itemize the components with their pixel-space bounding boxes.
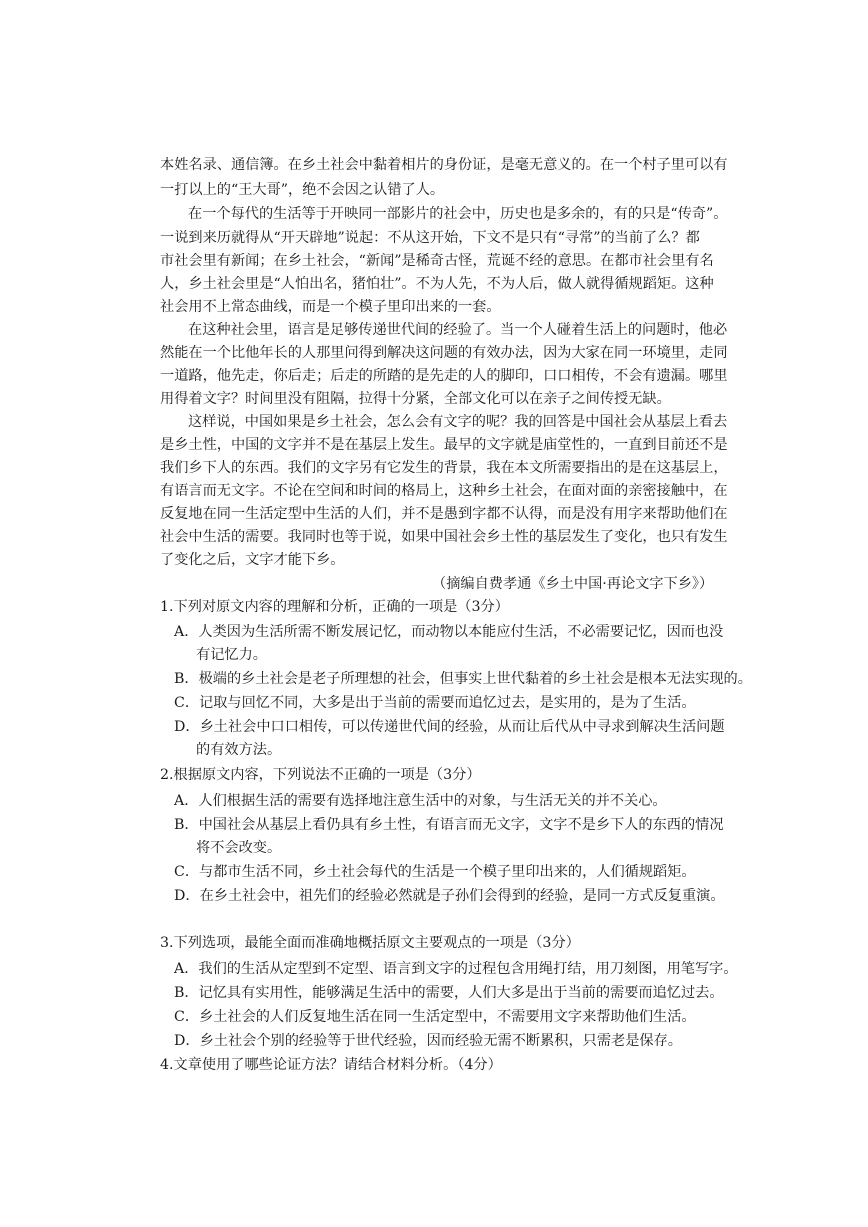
option-a: A．我们的生活从定型到不定型、语言到文字的过程包含用绳打结，用刀刻图，用笔写字。 <box>174 961 738 977</box>
passage-line: 是乡土性，中国的文字并不是在基层上发生。最早的文字就是庙堂性的，一直到目前还不是 <box>160 437 728 453</box>
option-d-cont: 的有效方法。 <box>196 742 282 758</box>
option-a: A．人类因为生活所需不断发展记忆，而动物以本能应付生活，不必需要记忆，因而也没 <box>174 624 724 640</box>
passage-line: 这样说，中国如果是乡土社会，怎么会有文字的呢？我的回答是中国社会从基层上看去 <box>188 414 728 430</box>
option-b: B．中国社会从基层上看仍具有乡土性，有语言而无文字，文字不是乡下人的东西的情况 <box>174 817 724 833</box>
passage-line: 一打以上的“王大哥”，绝不会因之认错了人。 <box>160 182 445 198</box>
option-a: A．人们根据生活的需要有选择地注意生活中的对象，与生活无关的并不关心。 <box>174 793 667 809</box>
passage-line: 在一个每代的生活等于开映同一部影片的社会中，历史也是多余的，有的只是“传奇”。 <box>188 206 728 222</box>
passage-line: 用得着文字？时间里没有阻隔，拉得十分紧，全部文化可以在亲子之间传授无缺。 <box>160 391 671 407</box>
passage-line: 我们乡下人的东西。我们的文字另有它发生的背景，我在本文所需要指出的是在这基层上， <box>160 460 728 476</box>
passage-line: 有语言而无文字。不论在空间和时间的格局上，这种乡土社会，在面对面的亲密接触中，在 <box>160 483 728 499</box>
question-stem: 1.下列对原文内容的理解和分析，正确的一项是（3分） <box>160 599 509 615</box>
option-d: D．乡土社会中口口相传，可以传递世代间的经验，从而让后代从中寻求到解决生活问题 <box>174 719 725 735</box>
passage-line: 社会用不上常态曲线，而是一个模子里印出来的一套。 <box>160 299 501 315</box>
question-stem: 3.下列选项，最能全面而准确地概括原文主要观点的一项是（3分） <box>160 935 580 951</box>
passage-source: （摘编自费孝通《乡土中国·再论文字下乡》） <box>432 576 714 592</box>
option-a-cont: 有记忆力。 <box>196 647 267 663</box>
option-b-cont: 将不会改变。 <box>196 840 282 856</box>
option-c: C．乡土社会的人们反复地生活在同一生活定型中，不需要用文字来帮助他们生活。 <box>174 1009 696 1025</box>
passage-line: 一说到来历就得从“开天辟地”说起：不从这开始，下文不是只有“寻常”的当前了么？都 <box>160 230 700 246</box>
passage-line: 然能在一个比他年长的人那里问得到解决这问题的有效办法，因为大家在同一环境里，走同 <box>160 345 728 361</box>
passage-line: 社会中生活的需要。我同时也等于说，如果中国社会乡土性的基层发生了变化，也只有发生 <box>160 529 728 545</box>
question-stem: 2.根据原文内容，下列说法不正确的一项是（3分） <box>160 767 481 783</box>
passage-line: 了变化之后，文字才能下乡。 <box>160 552 345 568</box>
passage-line: 在这种社会里，语言是足够传递世代间的经验了。当一个人碰着生活上的问题时，他必 <box>188 322 728 338</box>
option-c: C．与都市生活不同，乡土社会每代的生活是一个模子里印出来的，人们循规蹈矩。 <box>174 864 696 880</box>
option-d: D．乡土社会个别的经验等于世代经验，因而经验无需不断累积，只需老是保存。 <box>174 1033 682 1049</box>
option-b: B．记忆具有实用性，能够满足生活中的需要，人们大多是出于当前的需要而追忆过去。 <box>174 985 724 1001</box>
option-c: C．记取与回忆不同，大多是出于当前的需要而追忆过去，是实用的，是为了生活。 <box>174 695 696 711</box>
passage-line: 一道路，他先走，你后走；后走的所踏的是先走的人的脚印，口口相传，不会有遗漏。哪里 <box>160 368 728 384</box>
passage-line: 本姓名录、通信簿。在乡土社会中黏着相片的身份证，是毫无意义的。在一个村子里可以有 <box>160 157 728 173</box>
passage-line: 人，乡土社会里是“人怕出名，猪怕壮”。不为人先，不为人后，做人就得循规蹈矩。这种 <box>160 276 714 292</box>
passage-line: 反复地在同一生活定型中生活的人们，并不是愚到字都不认得，而是没有用字来帮助他们在 <box>160 506 728 522</box>
question-stem: 4.文章使用了哪些论证方法？请结合材料分析。（4分） <box>160 1057 502 1073</box>
option-b: B．极端的乡土社会是老子所理想的社会，但事实上世代黏着的乡土社会是根本无法实现的。 <box>174 671 752 687</box>
passage-line: 市社会里有新闻；在乡土社会，“新闻”是稀奇古怪，荒诞不经的意思。在都市社会里有名 <box>160 253 714 269</box>
option-d: D．在乡土社会中，祖先们的经验必然就是子孙们会得到的经验，是同一方式反复重演。 <box>174 888 725 904</box>
